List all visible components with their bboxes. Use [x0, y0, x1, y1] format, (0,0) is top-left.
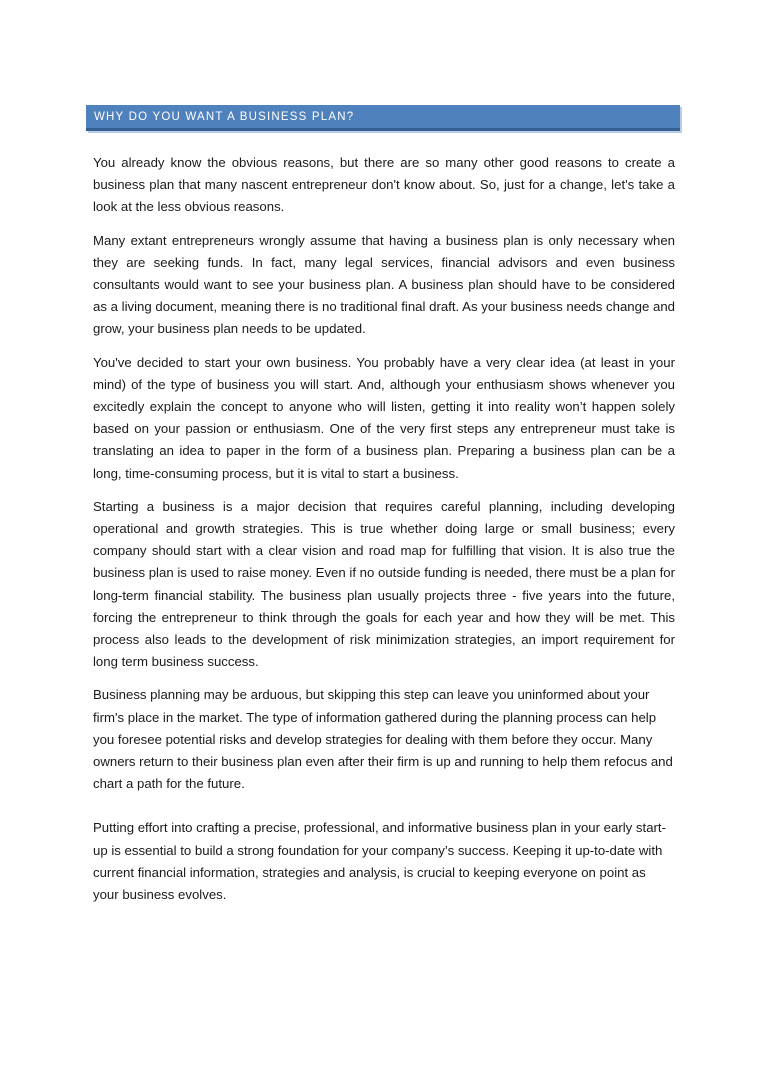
document-body [93, 152, 675, 917]
paragraph-5: Business planning may be arduous, but skipping this step can leave you uninformed about your firm's place in the market. The type of information gathered during the planning process can help you foresee potential risks and develop strategies for dealing with them before they occur. Many owners return to their business plan even after their firm is up and running to help them refocus and chart a path for the future. [93, 687, 673, 792]
paragraph-2: Many extant entrepreneurs wrongly assume that having a business plan is only necessary when they are seeking funds. In fact, many legal services, financial advisors and even business consultants would want to see your business plan. A business plan should have to be considered as a living document, meaning there is no traditional final draft. As your business needs change and grow, your business plan needs to be updated. [93, 232, 675, 337]
paragraph-6: Putting effort into crafting a precise, professional, and informative business plan in your early start-up is essential to build a strong foundation for your company’s success. Keeping it up-to-date with current financial information, strategies and analysis, is crucial to keeping everyone on point as your business evolves. [93, 820, 666, 903]
section-heading: WHY DO YOU WANT A BUSINESS PLAN? [94, 111, 355, 123]
section-heading-bar [86, 105, 680, 131]
paragraph-1: You already know the obvious reasons, but there are so many other good reasons to create a business plan that many nascent entrepreneur don't know about. So, just for a change, let's take a look at the less obvious reasons. [93, 155, 675, 215]
paragraph-3: You've decided to start your own business. You probably have a very clear idea (at least in your mind) of the type of business you will start. And, although your enthusiasm shows whenever you excitedly explain the concept to anyone who will listen, getting it into reality won’t happen solely based on your passion or enthusiasm. One of the very first steps any entrepreneur must take is translating an idea to paper in the form of a business plan. Preparing a business plan can be a long, time-consuming process, but it is vital to start a business. [93, 354, 675, 481]
paragraph-4: Starting a business is a major decision that requires careful planning, including developing operational and growth strategies. This is true whether doing large or small business; every company should start with a clear vision and road map for fulfilling that vision. It is also true the business plan is used to raise money. Even if no outside funding is needed, there must be a plan for long-term financial stability. The business plan usually projects three - five years into the future, forcing the entrepreneur to think through the goals for each year and how they will be met. This process also leads to the development of risk minimization strategies, an import requirement for long term business success. [93, 498, 675, 670]
